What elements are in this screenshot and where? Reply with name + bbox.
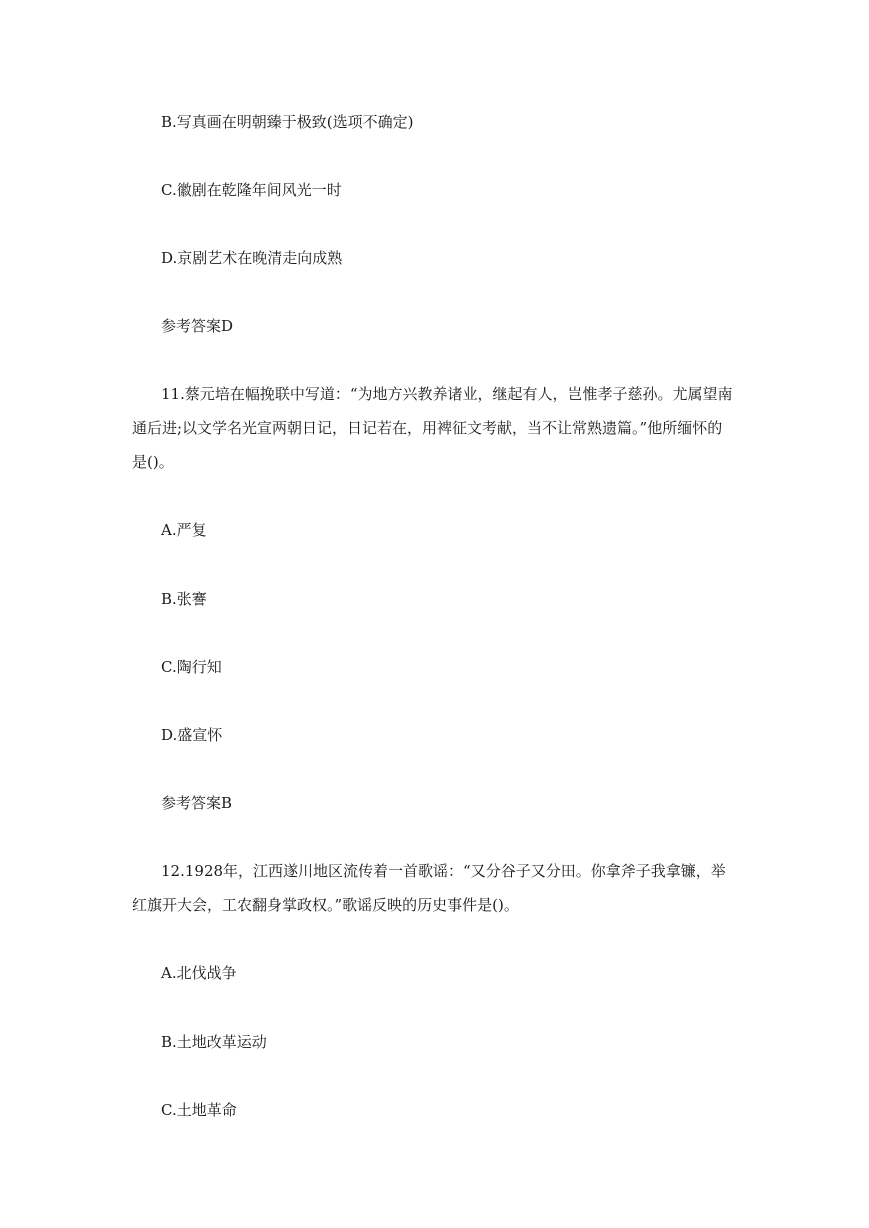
q10-option-b: B.写真画在明朝臻于极致(选项不确定) [161, 113, 414, 131]
q11-question-line-2: 通后进;以文学名光宣两朝日记，日记若在，用裨征文考献，当不让常熟遗篇。”他所缅怀的 [132, 419, 723, 437]
q12-option-a: A.北伐战争 [161, 964, 237, 982]
q11-option-b: B.张謇 [161, 590, 207, 608]
q11-option-c: C.陶行知 [161, 658, 222, 676]
q11-question-line-1: 11.蔡元培在幅挽联中写道：“为地方兴教养诸业，继起有人，岂惟孝子慈孙。尤属望南 [161, 385, 733, 403]
q10-answer: 参考答案D [161, 317, 234, 335]
q11-option-d: D.盛宣怀 [161, 726, 223, 744]
q12-question-line-1: 12.1928年，江西遂川地区流传着一首歌谣：“又分谷子又分田。你拿斧子我拿镰，举 [161, 862, 726, 880]
q11-option-a: A.严复 [161, 521, 207, 539]
q12-question-line-2: 红旗开大会，工农翻身掌政权。”歌谣反映的历史事件是()。 [132, 896, 519, 914]
q10-option-d: D.京剧艺术在晚清走向成熟 [161, 249, 343, 267]
q11-question-line-3: 是()。 [132, 453, 174, 471]
q10-option-c: C.徽剧在乾隆年间风光一时 [161, 181, 342, 199]
q12-option-b: B.土地改革运动 [161, 1033, 267, 1051]
q11-answer: 参考答案B [161, 794, 233, 812]
q12-option-c: C.土地革命 [161, 1101, 237, 1119]
